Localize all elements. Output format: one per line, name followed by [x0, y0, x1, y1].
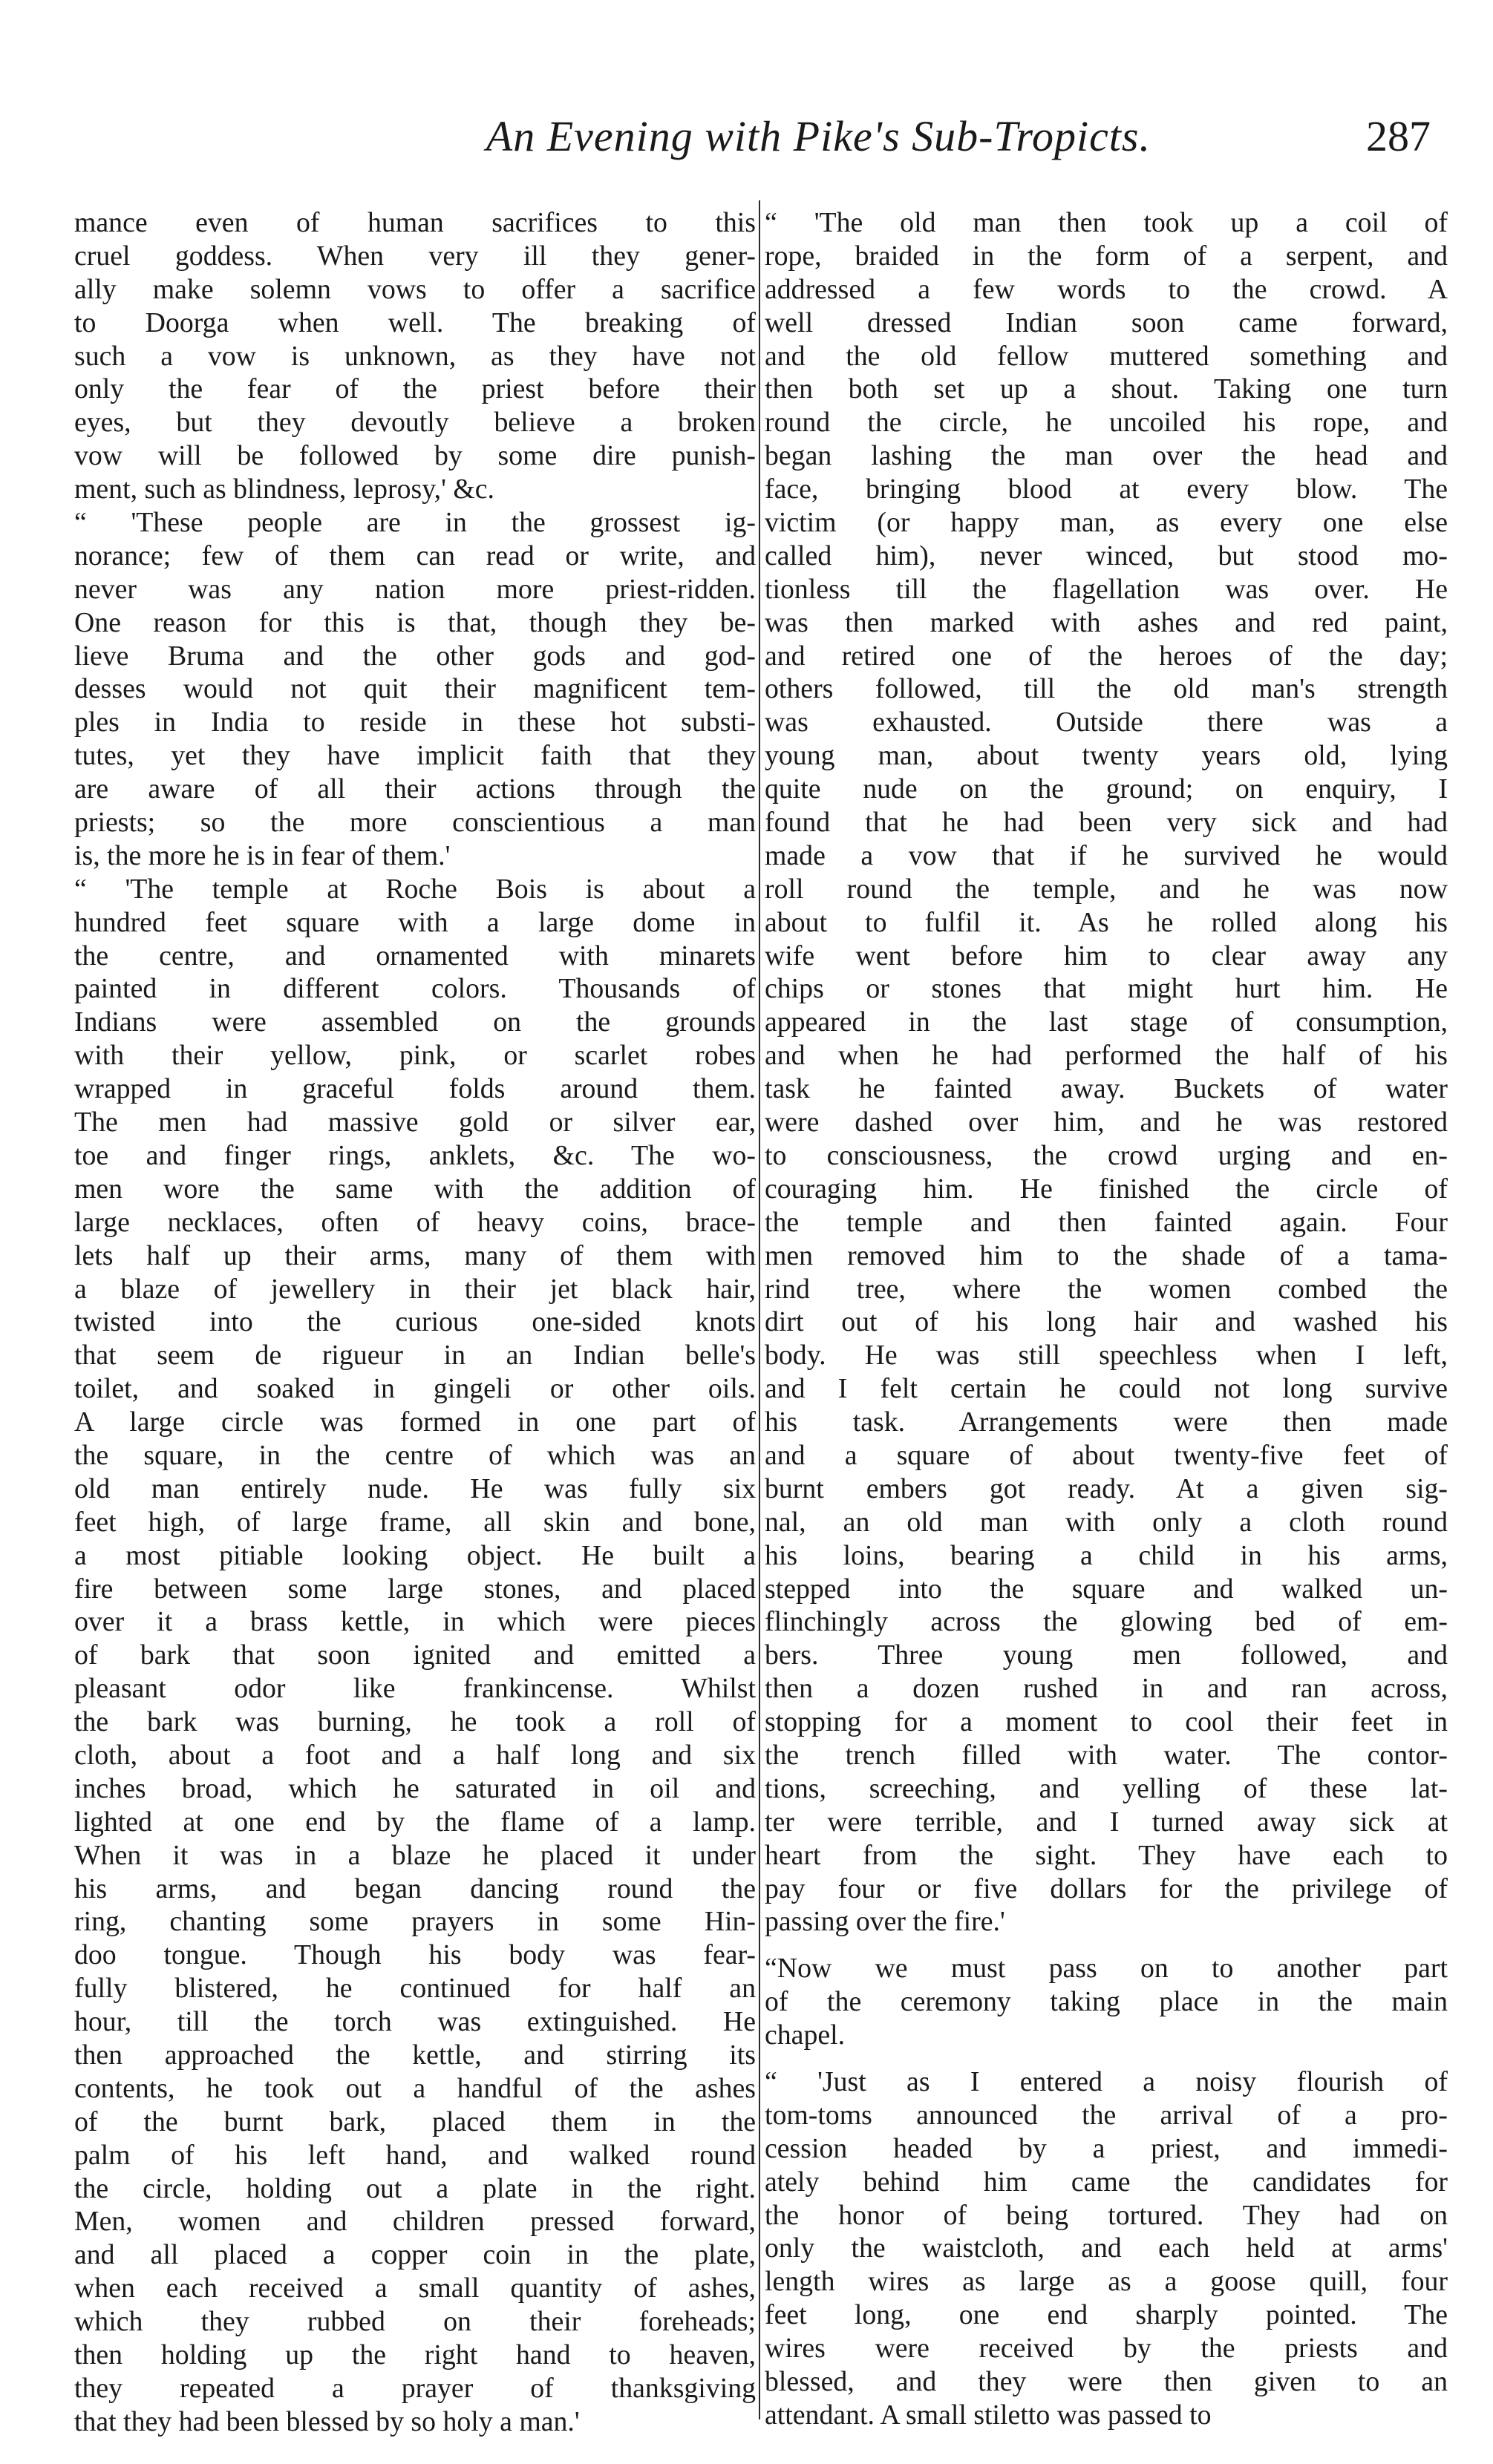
text-line: appeared in the last stage of consumption, — [765, 1006, 1448, 1038]
text-line: chapel. — [765, 2019, 846, 2051]
text-line: lets half up their arms, many of them with — [74, 1239, 756, 1271]
text-line: to Doorga when well. The breaking of — [74, 307, 756, 338]
text-line: the bark was burning, he took a roll of — [74, 1706, 756, 1738]
text-line: only the waistcloth, and each held at arms' — [765, 2232, 1448, 2264]
text-line: roll round the temple, and he was now — [765, 873, 1448, 905]
text-line: then approached the kettle, and stirring its — [74, 2039, 756, 2071]
text-line: tutes, yet they have implicit faith that they — [74, 740, 756, 772]
text-line: cloth, about a foot and a half long and six — [74, 1739, 756, 1771]
text-line: are aware of all their actions through the — [74, 773, 756, 805]
text-line: hour, till the torch was extinguished. He — [74, 2006, 756, 2038]
text-line: and I felt certain he could not long survive — [765, 1373, 1448, 1405]
text-line: Indians were assembled on the grounds — [74, 1006, 756, 1038]
text-line: with their yellow, pink, or scarlet robes — [74, 1040, 756, 1072]
text-line: the circle, holding out a plate in the right. — [74, 2172, 756, 2204]
text-line: chips or stones that might hurt him. He — [765, 973, 1448, 1005]
running-title: An Evening with Pike's Sub-Tropicts. — [486, 112, 1151, 160]
text-line: “ 'These people are in the grossest ig- — [74, 507, 756, 539]
text-line: lieve Bruma and the other gods and god- — [74, 640, 756, 672]
text-line: One reason for this is that, though they be- — [74, 606, 756, 638]
text-line: norance; few of them can read or write, and — [74, 540, 756, 571]
text-line: the honor of being tortured. They had on — [765, 2199, 1448, 2231]
text-line: vow will be followed by some dire punish- — [74, 440, 756, 472]
text-line: nal, an old man with only a cloth round — [765, 1506, 1448, 1538]
text-line: when each received a small quantity of ashes, — [74, 2273, 756, 2304]
text-line: his arms, and began dancing round the — [74, 1872, 756, 1904]
text-line: doo tongue. Though his body was fear- — [74, 1939, 756, 1971]
text-line: such a vow is unknown, as they have not — [74, 340, 756, 372]
text-line: tionless till the flagellation was over. He — [765, 573, 1448, 605]
text-line: the centre, and ornamented with minarets — [74, 940, 756, 971]
text-line: rind tree, where the women combed the — [765, 1273, 1448, 1305]
text-line: “ 'Just as I entered a noisy flourish of — [765, 2065, 1448, 2097]
text-line: his loins, bearing a child in his arms, — [765, 1539, 1448, 1571]
text-line: of bark that soon ignited and emitted a — [74, 1639, 756, 1671]
text-line: palm of his left hand, and walked round — [74, 2139, 756, 2171]
text-line: then both set up a shout. Taking one turn — [765, 373, 1448, 405]
text-line: The men had massive gold or silver ear, — [74, 1107, 756, 1138]
text-line: passing over the fire.' — [765, 1906, 1005, 1938]
text-line: to consciousness, the crowd urging and en- — [765, 1139, 1448, 1171]
text-line: his task. Arrangements were then made — [765, 1406, 1448, 1438]
text-line: the square, in the centre of which was an — [74, 1439, 756, 1471]
text-line: priests; so the more conscientious a man — [74, 807, 756, 839]
page-number: 287 — [1366, 112, 1431, 160]
text-line: large necklaces, often of heavy coins, brace- — [74, 1206, 756, 1238]
text-line: ter were terrible, and I turned away sick at — [765, 1806, 1448, 1838]
text-line: pleasant odor like frankincense. Whilst — [74, 1673, 756, 1705]
text-line: and when he had performed the half of his — [765, 1040, 1448, 1072]
paragraph-gap — [765, 1939, 1448, 1952]
text-line: a most pitiable looking object. He built a — [74, 1539, 756, 1571]
text-line: twisted into the curious one-sided knots — [74, 1306, 756, 1338]
text-line: were dashed over him, and he was restored — [765, 1107, 1448, 1138]
text-line: desses would not quit their magnificent tem- — [74, 673, 756, 705]
text-line: and retired one of the heroes of the day; — [765, 640, 1448, 672]
column-divider — [759, 200, 760, 2419]
text-line: called him), never winced, but stood mo- — [765, 540, 1448, 571]
text-line: a blaze of jewellery in their jet black hair, — [74, 1273, 756, 1305]
text-line: wife went before him to clear away any — [765, 940, 1448, 971]
text-line: lighted at one end by the flame of a lamp. — [74, 1806, 756, 1838]
text-line: eyes, but they devoutly believe a broken — [74, 407, 756, 439]
text-line: ally make solemn vows to offer a sacrifice — [74, 273, 756, 305]
text-line: blessed, and they were then given to an — [765, 2366, 1448, 2397]
text-line: old man entirely nude. He was fully six — [74, 1472, 756, 1504]
text-line: When it was in a blaze he placed it under — [74, 1839, 756, 1871]
text-line: fully blistered, he continued for half an — [74, 1973, 756, 2005]
text-line: “ 'The old man then took up a coil of — [765, 207, 1448, 238]
text-line: wires were received by the priests and — [765, 2333, 1448, 2365]
text-line: tions, screeching, and yelling of these lat- — [765, 1772, 1448, 1804]
text-line: task he fainted away. Buckets of water — [765, 1073, 1448, 1105]
text-line: stepped into the square and walked un- — [765, 1573, 1448, 1605]
text-line: wrapped in graceful folds around them. — [74, 1073, 756, 1105]
text-line: dirt out of his long hair and washed his — [765, 1306, 1448, 1338]
text-line: rope, braided in the form of a serpent, and — [765, 240, 1448, 272]
text-line: toe and finger rings, anklets, &c. The wo- — [74, 1139, 756, 1171]
text-line: the temple and then fainted again. Four — [765, 1206, 1448, 1238]
text-line: body. He was still speechless when I left, — [765, 1340, 1448, 1372]
text-line: and a square of about twenty-five feet of — [765, 1439, 1448, 1471]
text-line: face, bringing blood at every blow. The — [765, 474, 1448, 505]
text-line: feet long, one end sharply pointed. The — [765, 2299, 1448, 2331]
text-line: victim (or happy man, as every one else — [765, 507, 1448, 539]
right-column — [765, 206, 1448, 2432]
text-line: began lashing the man over the head and — [765, 440, 1448, 472]
text-line: mance even of human sacrifices to this — [74, 207, 756, 238]
text-line: length wires as large as a goose quill, four — [765, 2266, 1448, 2298]
text-line: was then marked with ashes and red paint, — [765, 606, 1448, 638]
text-line: men removed him to the shade of a tama- — [765, 1239, 1448, 1271]
text-line: that they had been blessed by so holy a man.' — [74, 2405, 580, 2437]
text-line: they repeated a prayer of thanksgiving — [74, 2372, 756, 2404]
text-line: cession headed by a priest, and immedi- — [765, 2132, 1448, 2164]
text-line: addressed a few words to the crowd. A — [765, 273, 1448, 305]
text-line: ples in India to reside in these hot substi- — [74, 707, 756, 738]
text-line: tom-toms announced the arrival of a pro- — [765, 2099, 1448, 2131]
text-line: “Now we must pass on to another part — [765, 1953, 1448, 1985]
text-line: of the burnt bark, placed them in the — [74, 2106, 756, 2137]
text-line: men wore the same with the addition of — [74, 1173, 756, 1205]
text-line: contents, he took out a handful of the ashes — [74, 2072, 756, 2104]
text-line: attendant. A small stiletto was passed to — [765, 2399, 1212, 2431]
text-line: heart from the sight. They have each to — [765, 1839, 1448, 1871]
left-column — [74, 206, 756, 2439]
text-line: then a dozen rushed in and ran across, — [765, 1673, 1448, 1705]
text-line: of the ceremony taking place in the main — [765, 1986, 1448, 2018]
text-line: cruel goddess. When very ill they gener- — [74, 240, 756, 272]
paragraph-gap — [765, 2052, 1448, 2065]
text-line: the trench filled with water. The contor- — [765, 1739, 1448, 1771]
text-line: and all placed a copper coin in the plate, — [74, 2239, 756, 2271]
text-line: over it a brass kettle, in which were pieces — [74, 1606, 756, 1638]
text-line: A large circle was formed in one part of — [74, 1406, 756, 1438]
text-line: only the fear of the priest before their — [74, 373, 756, 405]
text-line: ately behind him came the candidates for — [765, 2166, 1448, 2198]
text-line: which they rubbed on their foreheads; — [74, 2306, 756, 2338]
text-line: about to fulfil it. As he rolled along his — [765, 906, 1448, 938]
text-line: then holding up the right hand to heaven, — [74, 2339, 756, 2370]
text-line: pay four or five dollars for the privilege of — [765, 1872, 1448, 1904]
text-line: ment, such as blindness, leprosy,' &c. — [74, 474, 494, 505]
text-line: flinchingly across the glowing bed of em- — [765, 1606, 1448, 1638]
text-line: painted in different colors. Thousands of — [74, 973, 756, 1005]
text-line: well dressed Indian soon came forward, — [765, 307, 1448, 338]
text-line: toilet, and soaked in gingeli or other oils. — [74, 1373, 756, 1405]
text-line: Men, women and children pressed forward, — [74, 2206, 756, 2238]
text-line: bers. Three young men followed, and — [765, 1639, 1448, 1671]
text-line: feet high, of large frame, all skin and bone, — [74, 1506, 756, 1538]
text-line: round the circle, he uncoiled his rope, and — [765, 407, 1448, 439]
text-line: that seem de rigueur in an Indian belle's — [74, 1340, 756, 1372]
text-line: burnt embers got ready. At a given sig- — [765, 1472, 1448, 1504]
text-line: stopping for a moment to cool their feet in — [765, 1706, 1448, 1738]
text-line: others followed, till the old man's strength — [765, 673, 1448, 705]
text-line: couraging him. He finished the circle of — [765, 1173, 1448, 1205]
text-line: made a vow that if he survived he would — [765, 839, 1448, 871]
text-line: inches broad, which he saturated in oil and — [74, 1772, 756, 1804]
text-line: found that he had been very sick and had — [765, 807, 1448, 839]
text-line: is, the more he is in fear of them.' — [74, 839, 451, 871]
text-line: ring, chanting some prayers in some Hin- — [74, 1906, 756, 1938]
text-line: young man, about twenty years old, lying — [765, 740, 1448, 772]
text-line: hundred feet square with a large dome in — [74, 906, 756, 938]
text-line: never was any nation more priest-ridden. — [74, 573, 756, 605]
text-line: fire between some large stones, and placed — [74, 1573, 756, 1605]
text-line: and the old fellow muttered something and — [765, 340, 1448, 372]
text-line: was exhausted. Outside there was a — [765, 707, 1448, 738]
text-line: “ 'The temple at Roche Bois is about a — [74, 873, 756, 905]
text-line: quite nude on the ground; on enquiry, I — [765, 773, 1448, 805]
